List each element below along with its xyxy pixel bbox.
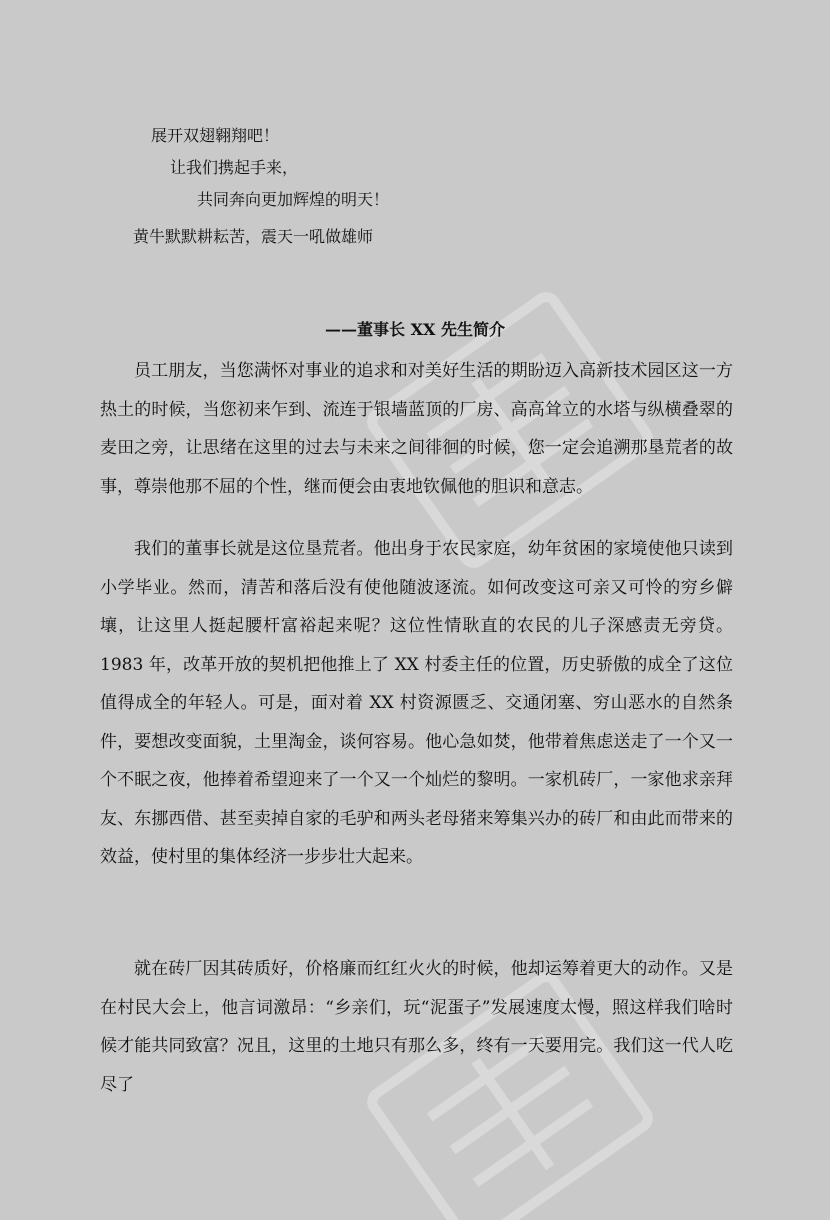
paragraph-1: 员工朋友，当您满怀对事业的追求和对美好生活的期盼迈入高新技术园区这一方热土的时候，当您初来乍到、流连于银墙蓝顶的厂房、高高耸立的水塔与纵横叠翠的麦田之旁，让思绪在这里的过去与未来之间徘徊的时候，您一定会追溯那垦荒者的故事，尊崇他那不屈的个性，继而便会由衷地钦佩他的胆识和意志。: [100, 361, 733, 497]
poem-line-3: 共同奔向更加辉煌的明天！: [197, 190, 390, 209]
poem-line-2: 让我们携起手来，: [170, 158, 299, 177]
paragraph-3: 就在砖厂因其砖质好，价格廉而红红火火的时候，他却运筹着更大的动作。又是在村民大会上，他言词激昂：“乡亲们，玩“泥蛋子”发展速度太慢，照这样我们啥时候才能共同致富？况且，这里的土地只有那么多，终有一天要用完。我们这一代人吃尽了: [100, 959, 733, 1095]
poem-line-1: 展开双翅翱翔吧！: [151, 126, 280, 145]
paragraph-2: 我们的董事长就是这位垦荒者。他出身于农民家庭，幼年贫困的家境使他只读到小学毕业。然而，清苦和落后没有使他随波逐流。如何改变这可亲又可怜的穷乡僻壤，让这里人挺起腰杆富裕起来呢？这位性情耿直的农民的儿子深感责无旁贷。1983 年，改革开放的契机把他推上了 XX 村委主任的位置，历史骄傲的成全了这位值得成全的年轻人。可是，面对着 XX 村资源匮乏、交通闭塞、穷山恶水的自然条件，要想改变面貌，土里淘金，谈何容易。他心急如焚，他带着焦虑送走了一个又一个不眠之夜，他捧着希望迎来了一个又一个灿烂的黎明。一家机砖厂，一家他求亲拜友、东挪西借、甚至卖掉自家的毛驴和两头老母猪来筹集兴办的砖厂和由此而带来的效益，使村里的集体经济一步步壮大起来。: [100, 539, 733, 867]
section-subtitle: ——董事长 XX 先生简介: [325, 320, 505, 339]
poem-line-4: 黄牛默默耕耘苦，震天一吼做雄师: [133, 227, 374, 246]
